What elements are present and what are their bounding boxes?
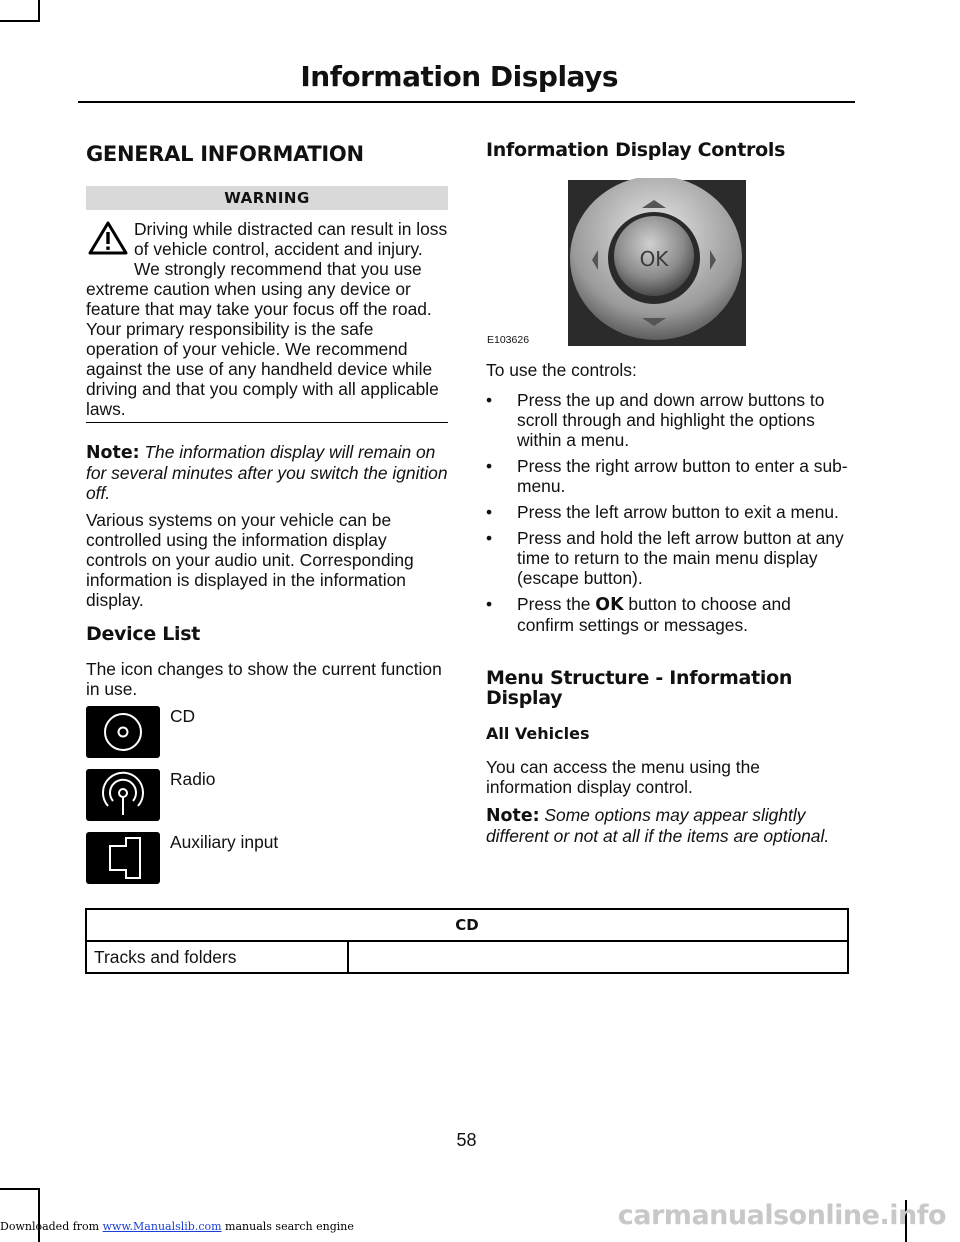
page-title: Information Displays: [300, 60, 618, 93]
section-heading-general-information: GENERAL INFORMATION: [86, 142, 364, 166]
warning-divider: [86, 422, 448, 423]
list-item: • Press the left arrow button to exit a menu.: [486, 502, 839, 522]
warning-text: Driving while distracted can result in loss of vehicle control, accident and injury. We strongly recommend that you use extreme caution when using any device or feature that may take your focus off the road. Your primary responsibility is the safe operation of your vehicle. We recommend against the use of any handheld device while driving and that you comply with all applicable laws.: [86, 219, 448, 419]
device-label-auxiliary-input: Auxiliary input: [170, 832, 279, 852]
page-number: 58: [456, 1130, 477, 1150]
crop-mark: [38, 1190, 40, 1242]
warning-label: WARNING: [86, 186, 448, 210]
device-list-heading: Device List: [86, 623, 201, 645]
cd-icon: [86, 706, 160, 758]
radio-icon: [86, 769, 160, 821]
download-footer: Downloaded from www.Manualslib.com manuals search engine: [0, 1220, 354, 1233]
figure-code: E103626: [487, 334, 530, 346]
body-paragraph: Various systems on your vehicle can be controlled using the information display controls on your audio unit. Corresponding information is displayed in the information display.: [86, 510, 414, 610]
auxiliary-input-icon: [86, 832, 160, 884]
table-cell: [348, 941, 848, 973]
title-rule: [78, 101, 855, 103]
crop-mark: [0, 1188, 40, 1190]
manualslib-link[interactable]: www.Manualslib.com: [102, 1220, 222, 1233]
section-heading-information-display-controls: Information Display Controls: [486, 139, 786, 161]
controls-bullet-list: [486, 390, 850, 641]
list-item: • Press and hold the left arrow button at any time to return to the main menu display (escape button).: [486, 528, 844, 588]
table-header-row: [86, 909, 848, 941]
list-item: • Press the up and down arrow buttons to scroll through and highlight the options within a menu.: [486, 390, 825, 450]
all-vehicles-heading: All Vehicles: [486, 724, 590, 743]
list-item: • Press the right arrow button to enter a sub-menu.: [486, 456, 848, 496]
table-cell: Tracks and folders: [86, 941, 348, 973]
crop-mark: [0, 20, 40, 22]
list-item: • Press the OK button to choose and confirm settings or messages.: [486, 594, 791, 635]
crop-mark: [38, 0, 40, 22]
controls-intro: To use the controls:: [486, 360, 637, 380]
cd-menu-table: [85, 908, 849, 974]
watermark: carmanualsonline.info: [617, 1200, 946, 1231]
note-options: Note: Some options may appear slightly different or not at all if the items are optional.: [486, 805, 830, 846]
controls-figure: [486, 178, 748, 348]
table-header: CD: [86, 909, 848, 941]
menu-access-text: You can access the menu using the information display control.: [486, 757, 760, 797]
device-label-radio: Radio: [170, 769, 216, 789]
device-label-cd: CD: [170, 706, 196, 726]
ok-button-label: OK: [639, 247, 669, 271]
device-list-intro: The icon changes to show the current function in use.: [86, 659, 442, 699]
menu-structure-heading: Menu Structure - Information Display: [486, 667, 793, 709]
note-display: Note: The information display will remain on for several minutes after you switch the ignition off.: [86, 442, 448, 503]
table-row: [86, 941, 848, 973]
